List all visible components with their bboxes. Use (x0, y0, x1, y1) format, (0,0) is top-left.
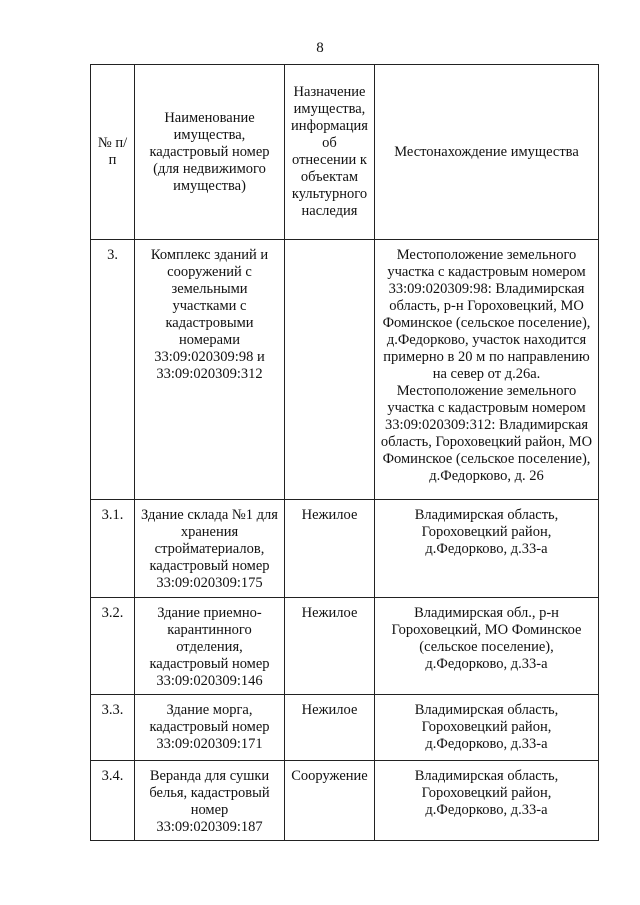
property-table (90, 64, 599, 841)
table-row (91, 598, 599, 695)
page-number: 8 (316, 40, 324, 56)
property-location: Владимирская область, Гороховецкий район, д.Федорково, д.33-а (375, 695, 599, 761)
property-purpose: Сооружение (285, 761, 375, 841)
header-name: Наименование имущества, кадастровый номер (для недвижимого имущества) (135, 65, 285, 240)
row-number: 3.1. (91, 500, 135, 598)
property-location: Местоположение земельного участка с кадастровым номером 33:09:020309:98: Владимирская область, р-н Гороховецкий, МО Фоминское (сельское поселение), д.Федорково, участок находится примерно в 20 м по направлению на север от д.26а. Местоположение земельного участка с кадастровым номером 33:09:020309:312: Владимирская область, Гороховецкий район, МО Фоминское (сельское поселение), д.Федорково, д. 26 (375, 240, 599, 500)
header-location: Местонахождение имущества (375, 65, 599, 240)
table-row (91, 695, 599, 761)
property-location: Владимирская обл., р-н Гороховецкий, МО Фоминское (сельское поселение), д.Федорково, д.33-а (375, 598, 599, 695)
property-location: Владимирская область, Гороховецкий район, д.Федорково, д.33-а (375, 761, 599, 841)
table-row (91, 500, 599, 598)
property-purpose (285, 240, 375, 500)
table-row (91, 240, 599, 500)
property-name: Здание морга, кадастровый номер 33:09:020309:171 (135, 695, 285, 761)
table-row (91, 761, 599, 841)
property-location: Владимирская область, Гороховецкий район, д.Федорково, д.33-а (375, 500, 599, 598)
row-number: 3.4. (91, 761, 135, 841)
property-name: Веранда для сушки белья, кадастровый номер 33:09:020309:187 (135, 761, 285, 841)
table-header-row (91, 65, 599, 240)
property-name: Здание приемно-карантинного отделения, кадастровый номер 33:09:020309:146 (135, 598, 285, 695)
property-name: Здание склада №1 для хранения стройматериалов, кадастровый номер 33:09:020309:175 (135, 500, 285, 598)
row-number: 3.3. (91, 695, 135, 761)
property-purpose: Нежилое (285, 500, 375, 598)
header-purpose: Назначение имущества, информация об отнесении к объектам культурного наследия (285, 65, 375, 240)
property-name: Комплекс зданий и сооружений с земельными участками с кадастровыми номерами 33:09:020309:98 и 33:09:020309:312 (135, 240, 285, 500)
property-purpose: Нежилое (285, 695, 375, 761)
row-number: 3. (91, 240, 135, 500)
property-purpose: Нежилое (285, 598, 375, 695)
row-number: 3.2. (91, 598, 135, 695)
header-number: № п/п (91, 65, 135, 240)
